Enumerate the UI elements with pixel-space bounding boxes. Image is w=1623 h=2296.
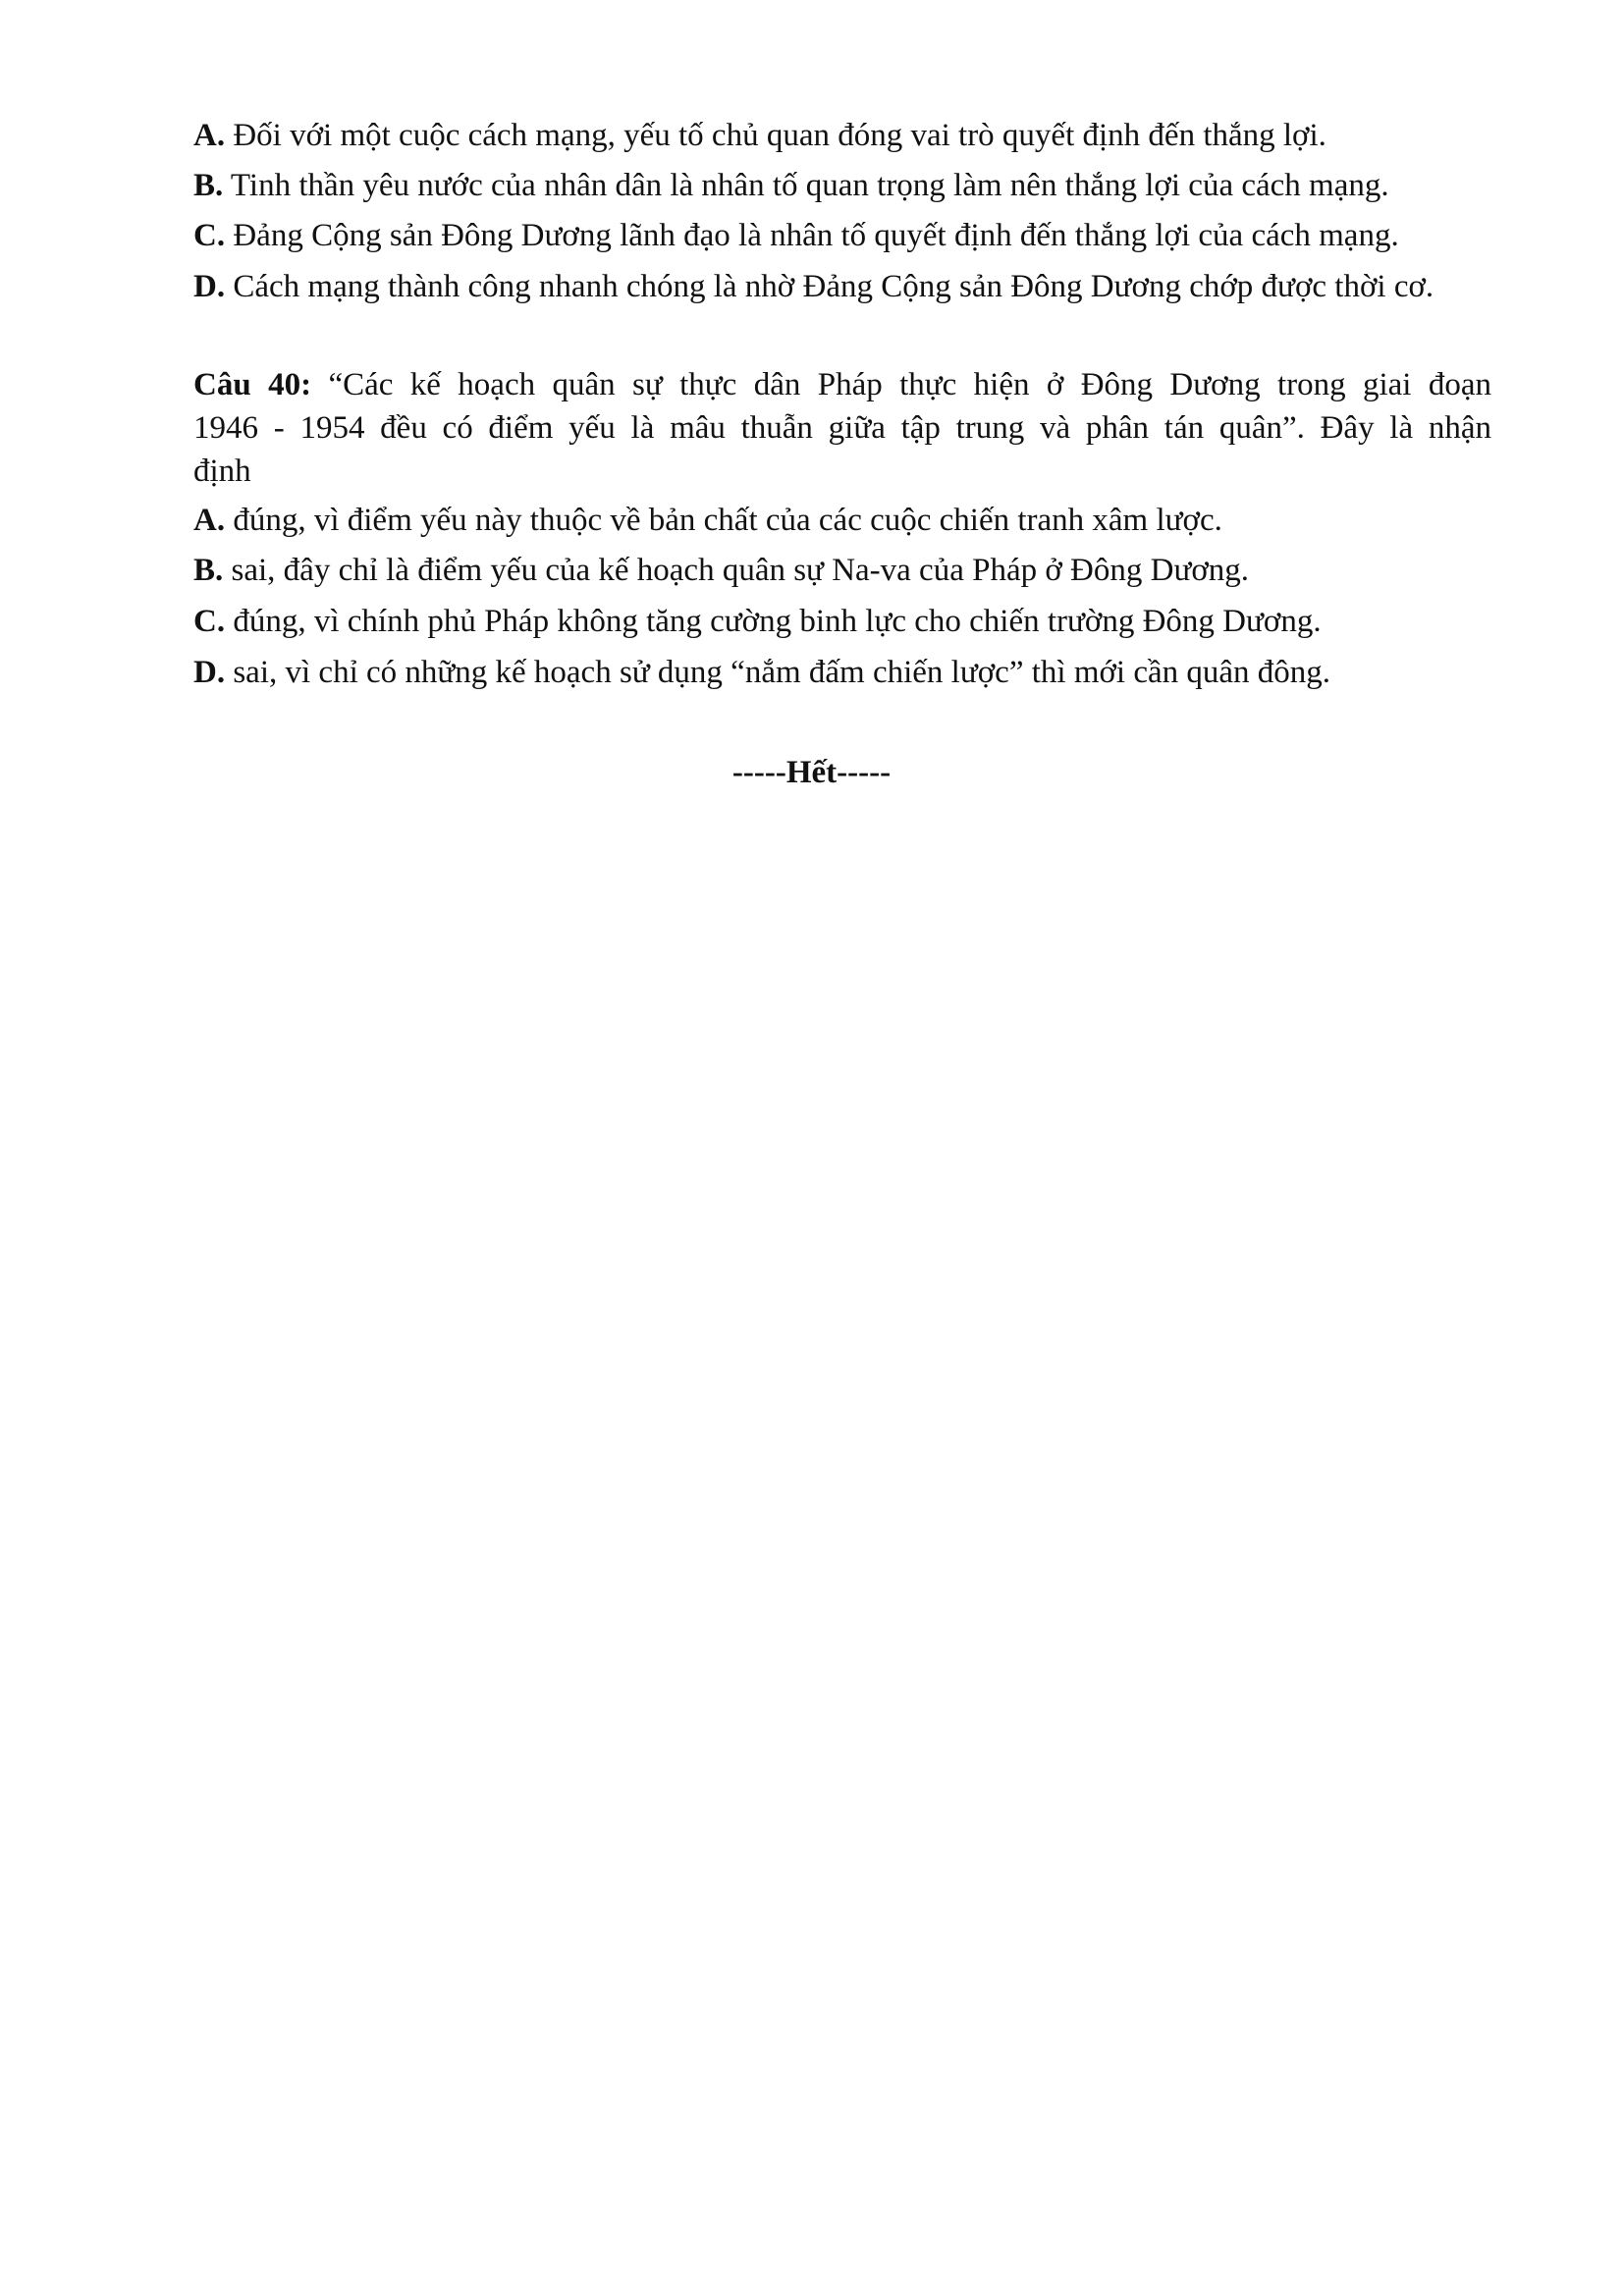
- option-letter: D.: [193, 655, 226, 690]
- option-text: sai, đây chỉ là điểm yếu của kế hoạch quân sự Na-va của Pháp ở Đông Dương.: [231, 553, 1250, 588]
- prev-option-d: [193, 267, 1434, 306]
- option-letter: C.: [193, 604, 226, 639]
- question-40-stem-line-1: [193, 365, 1491, 404]
- option-letter: C.: [193, 218, 226, 253]
- option-letter: A.: [193, 118, 226, 153]
- question-40-stem-line-3: [193, 452, 251, 491]
- option-text: Tinh thần yêu nước của nhân dân là nhân tố quan trọng làm nên thắng lợi của cách mạng.: [230, 168, 1389, 203]
- option-text: Đối với một cuộc cách mạng, yếu tố chủ quan đóng vai trò quyết định đến thắng lợi.: [233, 118, 1326, 153]
- option-text: Đảng Cộng sản Đông Dương lãnh đạo là nhân tố quyết định đến thắng lợi của cách mạng.: [233, 218, 1399, 253]
- option-letter: B.: [193, 168, 224, 203]
- question-stem: định: [193, 454, 251, 489]
- option-letter: A.: [193, 503, 226, 538]
- prev-option-b: [193, 166, 1389, 205]
- option-text: đúng, vì điểm yếu này thuộc về bản chất của các cuộc chiến tranh xâm lược.: [233, 503, 1222, 538]
- option-text: đúng, vì chính phủ Pháp không tăng cường binh lực cho chiến trường Đông Dương.: [233, 604, 1322, 639]
- option-text: sai, vì chỉ có những kế hoạch sử dụng “nắm đấm chiến lược” thì mới cần quân đông.: [233, 655, 1331, 690]
- end-marker: -----Hết-----: [731, 755, 892, 790]
- question-40-option-d: [193, 653, 1330, 692]
- question-40-stem-line-2: [193, 408, 1491, 448]
- prev-option-a: [193, 116, 1326, 155]
- question-label: Câu 40:: [193, 367, 312, 402]
- prev-option-c: [193, 216, 1399, 255]
- option-text: Cách mạng thành công nhanh chóng là nhờ Đảng Cộng sản Đông Dương chớp được thời cơ.: [233, 269, 1434, 304]
- question-stem: “Các kế hoạch quân sự thực dân Pháp thực hiện ở Đông Dương trong giai đoạn: [328, 367, 1492, 402]
- question-40-option-b: [193, 551, 1249, 590]
- question-40-option-a: [193, 501, 1222, 540]
- option-letter: D.: [193, 269, 226, 304]
- question-stem: 1946 - 1954 đều có điểm yếu là mâu thuẫn giữa tập trung và phân tán quân”. Đây là nhận: [193, 410, 1491, 446]
- option-letter: B.: [193, 553, 224, 588]
- question-40-option-c: [193, 602, 1322, 641]
